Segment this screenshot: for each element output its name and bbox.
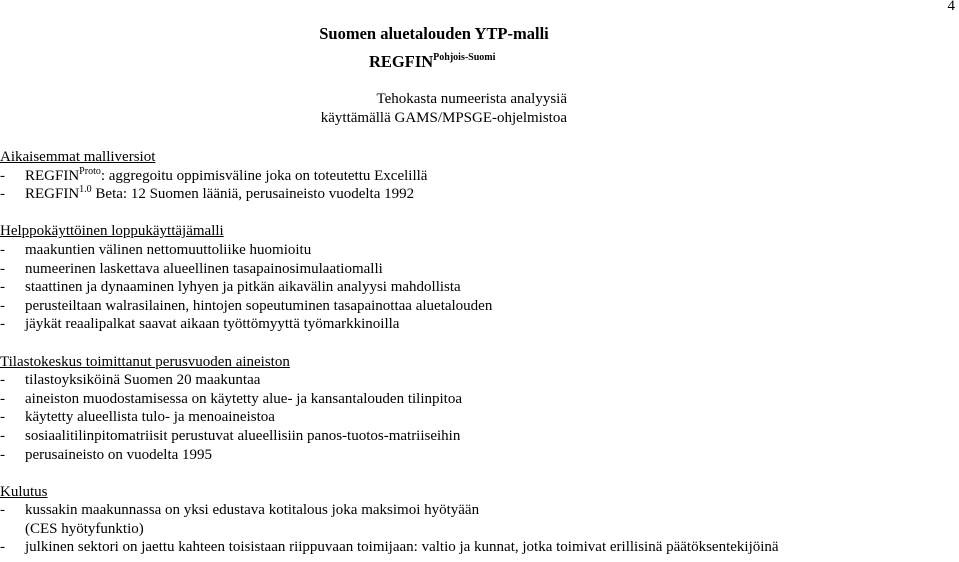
dash: - xyxy=(0,167,5,184)
model-name xyxy=(369,52,495,72)
model-name-text: REGFIN xyxy=(369,52,434,71)
dash: - xyxy=(0,297,5,314)
dash: - xyxy=(0,316,5,333)
page-number: 4 xyxy=(947,0,955,14)
list-item xyxy=(0,371,955,390)
model-name-superscript: Pohjois-Suomi xyxy=(433,52,496,63)
list-item xyxy=(0,167,955,186)
subtitle-line-1: Tehokasta numeerista analyysiä xyxy=(376,91,567,107)
section-heading: Tilastokeskus toimittanut perusvuoden aineiston xyxy=(0,353,290,370)
document-body xyxy=(0,148,955,557)
list-item xyxy=(0,501,955,520)
item-prefix: REGFIN xyxy=(25,167,80,184)
dash: - xyxy=(0,390,5,407)
list-item xyxy=(0,260,955,279)
section-heading: Aikaisemmat malliversiot xyxy=(0,149,156,165)
item-text: tilastoyksiköinä Suomen 20 maakuntaa xyxy=(25,372,261,389)
item-text: käytetty alueellista tulo- ja menoaineistoa xyxy=(25,409,275,426)
page-title: Suomen aluetalouden YTP-malli xyxy=(319,24,549,43)
list-item xyxy=(0,315,955,334)
dash: - xyxy=(0,241,5,258)
section-user-friendly-model xyxy=(0,222,955,334)
dash: - xyxy=(0,279,5,296)
item-text: maakuntien välinen nettomuuttoliike huomioitu xyxy=(25,241,312,258)
dash: - xyxy=(0,372,5,389)
item-prefix: REGFIN xyxy=(25,186,80,203)
item-text: staattinen ja dynaaminen lyhyen ja pitkän aikavälin analyysi mahdollista xyxy=(25,279,461,296)
list-item xyxy=(0,185,955,204)
item-superscript: 1.0 xyxy=(79,184,92,196)
subtitle-line-2: käyttämällä GAMS/MPSGE-ohjelmistoa xyxy=(320,110,567,126)
item-text: jäykät reaalipalkat saavat aikaan työttömyyttä työmarkkinoilla xyxy=(25,316,400,333)
list-item xyxy=(0,297,955,316)
list-item xyxy=(0,278,955,297)
section-consumption xyxy=(0,483,955,557)
item-text: numeerinen laskettava alueellinen tasapainosimulaatiomalli xyxy=(25,260,383,277)
dash: - xyxy=(0,539,5,556)
list-item-continuation: (CES hyötyfunktio) xyxy=(25,520,144,537)
dash: - xyxy=(0,502,5,519)
list-item xyxy=(0,538,955,557)
dash: - xyxy=(0,409,5,426)
item-text: kussakin maakunnassa on yksi edustava kotitalous joka maksimoi hyötyään xyxy=(25,502,480,519)
list-item xyxy=(0,241,955,260)
section-heading: Helppokäyttöinen loppukäyttäjämalli xyxy=(0,223,224,240)
item-text: aineiston muodostamisessa on käytetty alue- ja kansantalouden tilinpitoa xyxy=(25,390,462,407)
section-heading: Kulutus xyxy=(0,483,48,500)
item-text: perusaineisto on vuodelta 1995 xyxy=(25,446,213,463)
list-item xyxy=(0,446,955,465)
dash: - xyxy=(0,446,5,463)
item-text: : aggregoitu oppimisväline joka on toteutettu Excelillä xyxy=(100,167,428,184)
item-text: Beta: 12 Suomen lääniä, perusaineisto vuodelta 1992 xyxy=(91,186,415,203)
section-previous-versions xyxy=(0,148,955,204)
dash: - xyxy=(0,427,5,444)
section-statistics xyxy=(0,353,955,465)
item-text: julkinen sektori on jaettu kahteen toisistaan riippuvaan toimijaan: valtio ja kunnat, jotka toimivat erillisinä päätöksentekijöinä xyxy=(25,539,779,556)
dash: - xyxy=(0,186,5,203)
item-superscript: Proto xyxy=(79,165,101,177)
list-item xyxy=(0,390,955,409)
list-item xyxy=(0,427,955,446)
item-text: sosiaalitilinpitomatriisit perustuvat alueellisiin panos-tuotos-matriiseihin xyxy=(25,427,461,444)
list-item xyxy=(0,408,955,427)
dash: - xyxy=(0,260,5,277)
item-text: perusteiltaan walrasilainen, hintojen sopeutuminen tasapainottaa aluetalouden xyxy=(25,297,493,314)
